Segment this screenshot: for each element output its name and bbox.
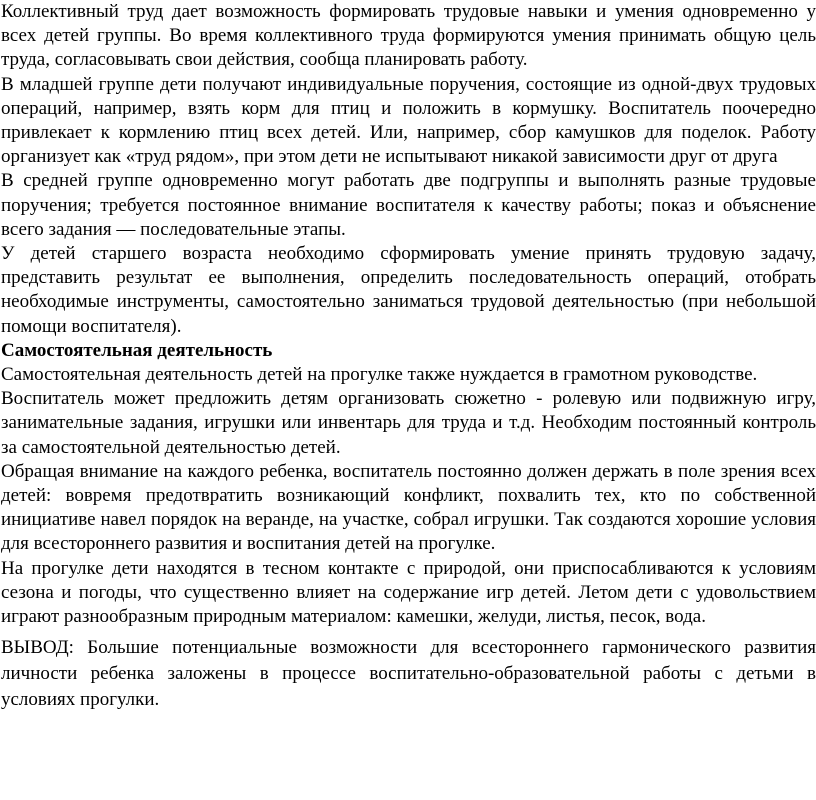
paragraph-collective-labor: Коллективный труд дает возможность формировать трудовые навыки и умения одновременно у всех детей группы. Во время коллективного труда формируются умения принимать общую цель труда, согласовывать свои действия, сообща планировать работу. — [1, 1, 816, 71]
paragraph-nature-contact: На прогулке дети находятся в тесном контакте с природой, они приспосабливаются к условиям сезона и погоды, что существенно влияет на содержание игр детей. Летом дети с удовольствием играют разнообразным природным материалом: камешки, желуди, листья, песок, вода. — [1, 557, 816, 628]
paragraph-middle-group: В средней группе одновременно могут работать две подгруппы и выполнять разные трудовые поручения; требуется постоянное внимание воспитателя к качеству работы; показ и объяснение всего задания — последовательные этапы. — [1, 170, 816, 240]
paragraph-junior-group: В младшей группе дети получают индивидуальные поручения, состоящие из одной-двух трудовых операций, например, взять корм для птиц и положить в кормушку. Воспитатель поочередно привлекает к кормлению птиц всех детей. Или, например, сбор камушков для поделок. Работу организует как «труд рядом», при этом дети не испытывают никакой зависимости друг от друга — [1, 73, 816, 168]
paragraph-teacher-offers: Воспитатель может предложить детям организовать сюжетно - ролевую или подвижную игру, занимательные задания, игрушки или инвентарь для труда и т.д. Необходим постоянный контроль за самостоятельной деятельностью детей. — [1, 388, 816, 458]
paragraph-independent-activity: Самостоятельная деятельность детей на прогулке также нуждается в грамотном руководстве. — [1, 364, 758, 386]
conclusion-paragraph — [1, 635, 816, 713]
section-heading: Самостоятельная деятельность — [1, 339, 273, 361]
paragraph-attention: Обращая внимание на каждого ребенка, воспитатель постоянно должен держать в поле зрения всех детей: вовремя предотвратить возникающий конфликт, похвалить тех, кто по собственной инициативе навел порядок на веранде, на участке, собрал игрушки. Так создаются хорошие условия для всестороннего развития и воспитания детей на прогулке. — [1, 460, 816, 555]
conclusion-label: ВЫВОД: — [1, 637, 74, 659]
conclusion-text: Большие потенциальные возможности для всестороннего гармонического развития личности ребенка заложены в процессе воспитательно-образовательной работы с детьми в условиях прогулки. — [1, 637, 816, 711]
paragraph-senior-group: У детей старшего возраста необходимо сформировать умение принять трудовую задачу, представить результат ее выполнения, определить последовательность операций, отобрать необходимые инструменты, самостоятельно заниматься трудовой деятельностью (при небольшой помощи воспитателя). — [1, 243, 816, 337]
